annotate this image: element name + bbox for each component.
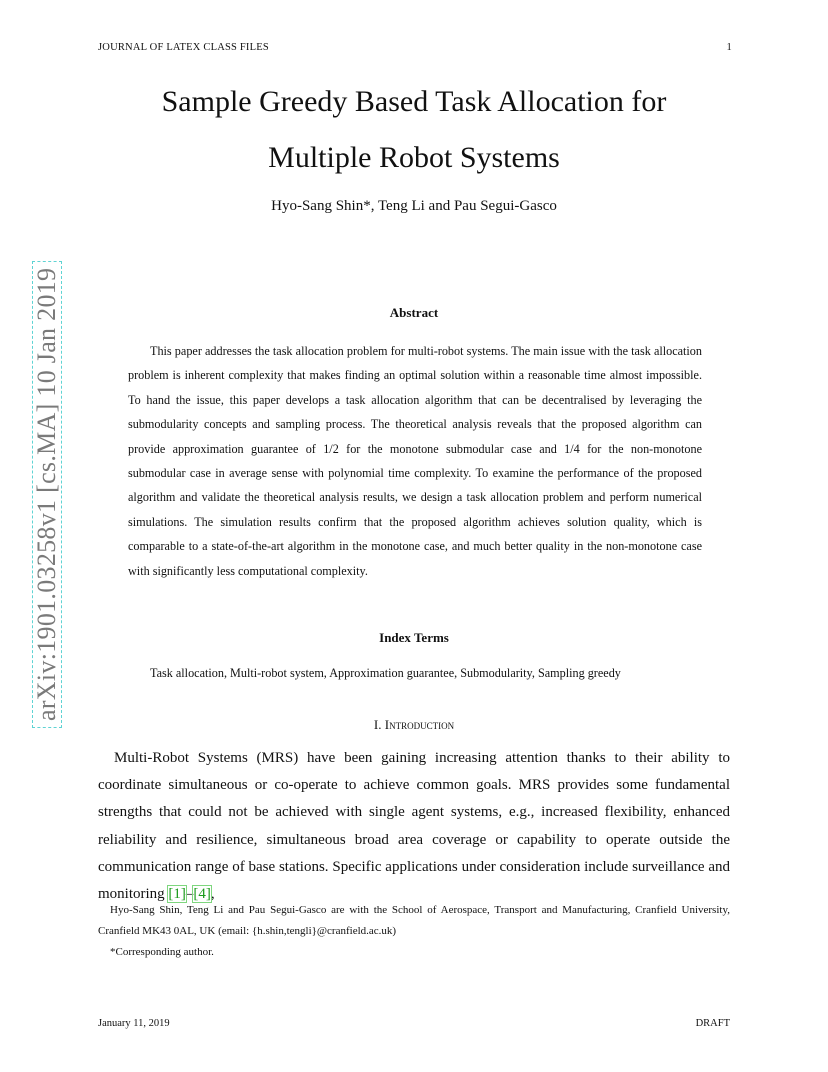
section-heading <box>0 717 828 733</box>
corresponding-footnote: *Corresponding author. <box>110 946 214 958</box>
footer-status: DRAFT <box>695 1018 730 1029</box>
footer-date: January 11, 2019 <box>98 1018 170 1029</box>
citation-link-4[interactable]: [4] <box>193 886 211 903</box>
intro-paragraph <box>98 745 730 908</box>
author-list: Hyo-Sang Shin*, Teng Li and Pau Segui-Gasco <box>271 198 557 214</box>
title-line-1: Sample Greedy Based Task Allocation for <box>161 85 667 118</box>
title-line-2: Multiple Robot Systems <box>268 141 560 174</box>
abstract-body <box>128 339 702 583</box>
paper-title <box>0 74 828 186</box>
intro-tail: , <box>210 886 215 903</box>
footnotes <box>98 900 730 963</box>
citation-dash: – <box>185 886 194 903</box>
abstract-heading: Abstract <box>389 305 439 320</box>
running-header: JOURNAL OF LATEX CLASS FILES <box>98 42 269 53</box>
section-number: I. <box>373 717 382 732</box>
citation-link-1[interactable]: [1] <box>168 886 186 903</box>
abstract-text: This paper addresses the task allocation problem for multi-robot systems. The main issue with the task allocation problem is inherent complexity that makes finding an optimal solution within a reasonable time almost impossible. To hand the issue, this paper develops a task allocation algorithm that can be decentralised by leveraging the submodularity concepts and sampling process. The theoretical analysis reveals that the proposed algorithm can provide approximation guarantee of 1/2 for the monotone submodular case and 1/4 for the non-monotone submodular case in average sense with polynomial time complexity. To examine the performance of the proposed algorithm and validate the theoretical analysis results, we design a task allocation problem and perform numerical simulations. The simulation results confirm that the proposed algorithm achieves solution quality, which is comparable to a state-of-the-art algorithm in the monotone case, and much better quality in the non-monotone case with significantly less computational complexity. <box>128 344 702 578</box>
index-terms-text: Task allocation, Multi-robot system, Approximation guarantee, Submodularity, Sampling greedy <box>150 666 621 680</box>
intro-text: Multi-Robot Systems (MRS) have been gaining increasing attention thanks to their ability to coordinate simultaneous or co-operate to achieve common goals. MRS provides some fundamental strengths that could not be achieved with single agent systems, e.g., increased flexibility, enhanced reliability and resilience, simultaneous broad area coverage or capability to operate outside the communication range of base stations. Specific applications under consideration include surveillance and monitoring <box>98 750 730 903</box>
section-title: Introduction <box>384 717 455 732</box>
affiliation-footnote: Hyo-Sang Shin, Teng Li and Pau Segui-Gasco are with the School of Aerospace, Transport and Manufacturing, Cranfield University, Cranfield MK43 0AL, UK (email: {h.shin,tengli}@cranfield.ac.uk) <box>98 904 730 937</box>
page-number: 1 <box>726 42 732 53</box>
arxiv-stamp[interactable]: arXiv:1901.03258v1 [cs.MA] 10 Jan 2019 <box>32 261 62 728</box>
index-terms-heading: Index Terms <box>379 630 449 645</box>
introduction-body <box>98 745 730 908</box>
